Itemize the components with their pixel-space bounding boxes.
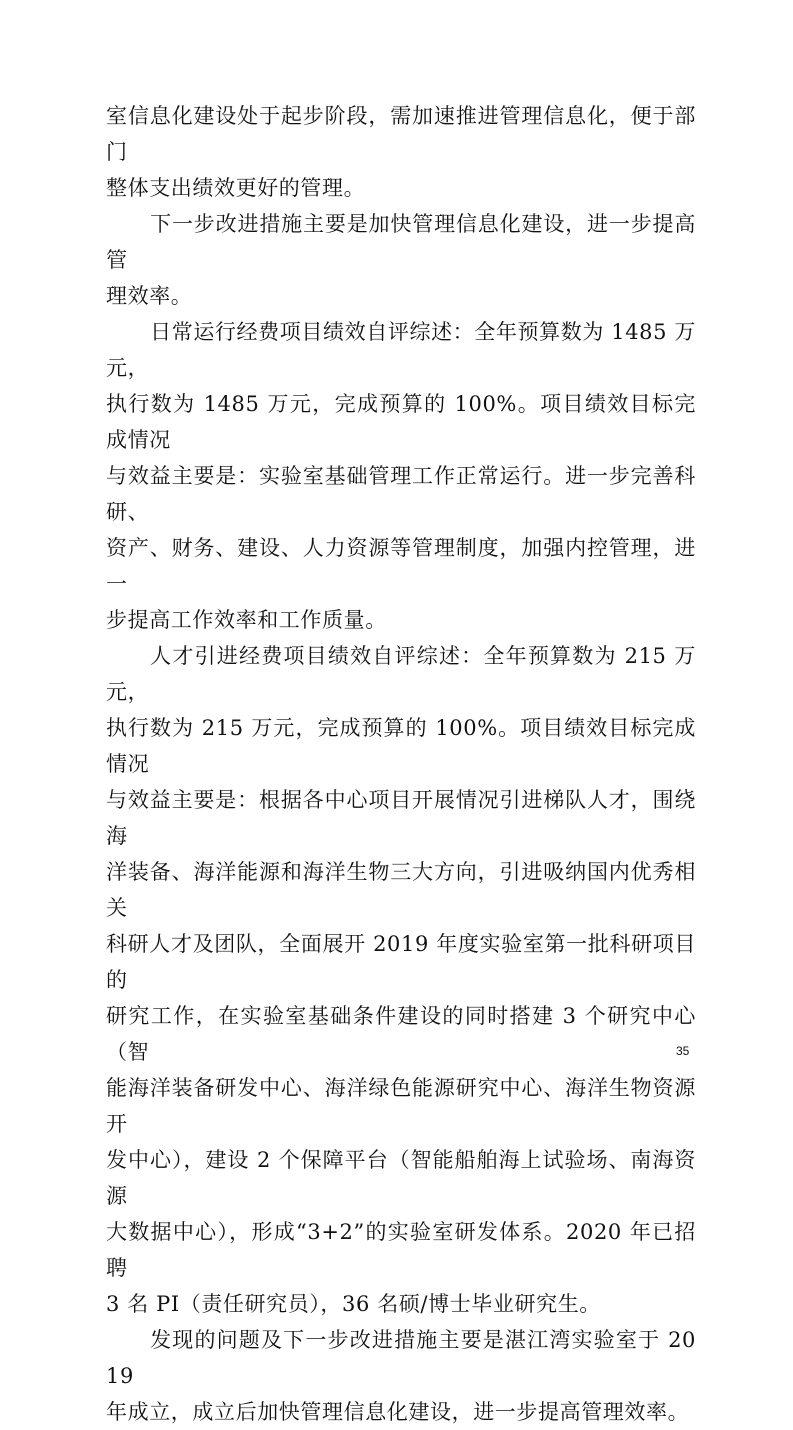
text-line: 执行数为 1485 万元，完成预算的 100%。项目绩效目标完成情况 — [106, 392, 696, 452]
paragraph-continuation — [106, 98, 696, 206]
text-line: 能海洋装备研发中心、海洋绿色能源研究中心、海洋生物资源开 — [106, 1076, 696, 1136]
text-line: 发现的问题及下一步改进措施主要是湛江湾实验室于 2019 — [106, 1328, 696, 1388]
text-line: 整体支出绩效更好的管理。 — [106, 176, 366, 200]
paragraph-daily-operating-funds — [106, 314, 696, 638]
text-line: 与效益主要是：根据各中心项目开展情况引进梯队人才，围绕海 — [106, 788, 696, 848]
text-line: 资产、财务、建设、人力资源等管理制度，加强内控管理，进一 — [106, 536, 696, 596]
text-line: 执行数为 215 万元，完成预算的 100%。项目绩效目标完成情况 — [106, 716, 696, 776]
text-line: 年成立，成立后加快管理信息化建设，进一步提高管理效率。 — [106, 1400, 690, 1424]
text-line: 与效益主要是：实验室基础管理工作正常运行。进一步完善科研、 — [106, 464, 696, 524]
text-line: 室信息化建设处于起步阶段，需加速推进管理信息化，便于部门 — [106, 104, 696, 164]
body-text — [106, 98, 696, 1430]
text-line: 步提高工作效率和工作质量。 — [106, 608, 387, 632]
page-number: 35 — [676, 1044, 690, 1058]
text-line: 理效率。 — [106, 284, 193, 308]
text-line: 发中心），建设 2 个保障平台（智能船舶海上试验场、南海资源 — [106, 1148, 696, 1208]
text-line: 人才引进经费项目绩效自评综述：全年预算数为 215 万元， — [106, 644, 696, 704]
text-line: 日常运行经费项目绩效自评综述：全年预算数为 1485 万元， — [106, 320, 696, 380]
text-line: 3 名 PI（责任研究员），36 名硕/博士毕业研究生。 — [106, 1292, 601, 1316]
text-line: 洋装备、海洋能源和海洋生物三大方向，引进吸纳国内优秀相关 — [106, 860, 696, 920]
paragraph-talent-introduction-funds — [106, 638, 696, 1322]
text-line: 大数据中心），形成“3+2”的实验室研发体系。2020 年已招聘 — [106, 1220, 696, 1280]
text-line: 下一步改进措施主要是加快管理信息化建设，进一步提高管 — [106, 212, 696, 272]
paragraph-improvement-measures — [106, 206, 696, 314]
text-line: 科研人才及团队，全面展开 2019 年度实验室第一批科研项目的 — [106, 932, 696, 992]
paragraph-issues-found — [106, 1322, 696, 1430]
text-line: 研究工作，在实验室基础条件建设的同时搭建 3 个研究中心（智 — [106, 1004, 696, 1064]
